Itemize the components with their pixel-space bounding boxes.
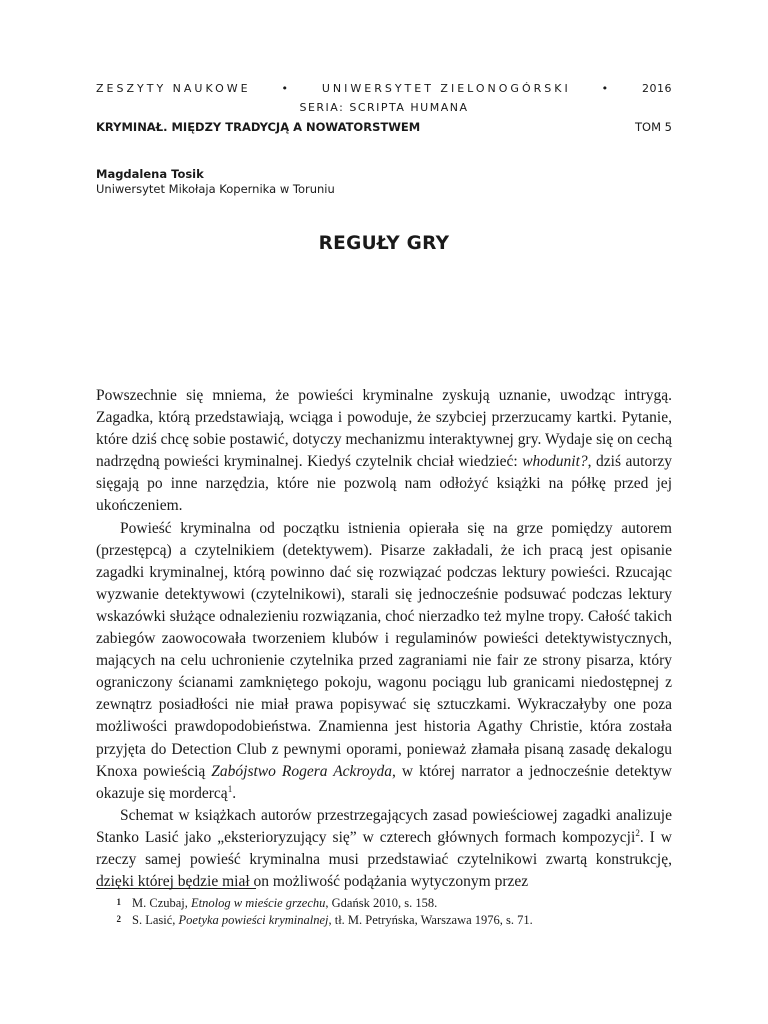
paragraph: Powszechnie się mniema, że powieści kryminalne zyskują uznanie, uwodząc intrygą. Zagadka, którą przedstawiają, wciąga i powoduje, że szybciej przerzucamy kartki. Pytanie, które dziś chcę sobie postawić, dotyczy mechanizmu interaktywnej gry. Wydaje się on cechą nadrzędną powieści kryminalnej. Kiedyś czytelnik chciał wiedzieć: whodunit?, dziś autorzy sięgają po inne narzędzia, które nie pozwolą nam odłożyć książki na półkę przed jej ukończeniem.: [96, 387, 672, 515]
header-bullet: •: [601, 82, 612, 95]
university-name: UNIWERSYTET ZIELONOGÓRSKI: [321, 82, 571, 95]
footnote-divider: [96, 888, 256, 889]
footnote: 2 S. Lasić, Poetyka powieści kryminalnej, tł. M. Petryńska, Warszawa 1976, s. 71.: [96, 912, 672, 929]
footnote-number: 1: [116, 897, 121, 907]
author-name: Magdalena Tosik: [96, 167, 204, 181]
author-block: [96, 167, 335, 197]
author-affiliation: Uniwersytet Mikołaja Kopernika w Toruniu: [96, 182, 335, 196]
footnote: 1 M. Czubaj, Etnolog w mieście grzechu, Gdańsk 2010, s. 158.: [96, 895, 672, 912]
series-name: SERIA: SCRIPTA HUMANA: [299, 101, 469, 114]
footnote-ref: 1: [227, 783, 233, 794]
publication-year: 2016: [641, 82, 672, 95]
running-header: [96, 82, 672, 95]
footnotes: [96, 895, 672, 929]
paragraph: Schemat w książkach autorów przestrzegających zasad powieściowej zagadki analizuje Stanko Lasić jako „eksterioryzujący się” w czterech głównych formach kompozycji$^2$. I w rzeczy samej powieść kryminalna musi przedstawiać czytelnikowi zwartą konstrukcję, dzięki której będzie miał on możliwość podążania wytyczonym przez: [96, 806, 673, 891]
header-bullet: •: [281, 82, 291, 95]
volume-line: [96, 120, 672, 134]
article-body: [96, 385, 672, 893]
series-line: [96, 101, 672, 114]
footnote-number: 2: [116, 914, 121, 924]
volume-number: TOM 5: [635, 120, 672, 134]
journal-name: ZESZYTY NAUKOWE: [96, 82, 251, 95]
article-title: REGUŁY GRY: [318, 233, 450, 254]
footnote-ref: 2: [635, 827, 640, 838]
volume-title: KRYMINAŁ. MIĘDZY TRADYCJĄ A NOWATORSTWEM: [96, 120, 421, 134]
paragraph: Powieść kryminalna od początku istnienia opierała się na grze pomiędzy autorem (przestępcą) a czytelnikiem (detektywem). Pisarze zakładali, że ich pracą jest opisanie zagadki kryminalnej, którą powinno dać się rozwiązać podczas lektury powieści. Rzucając wyzwanie detektywowi (czytelnikowi), starali się jednocześnie podsuwać podczas lektury wskazówki służące odnalezieniu rozwiązania, choć nierzadko też mylne tropy. Całość takich zabiegów zaowocowała tworzeniem klubów i regulaminów powieści detektywistycznych, mających na celu uchronienie czytelnika przed zagraniami nie fair ze strony pisarza, który ograniczony ścianami zamkniętego pokoju, wagonu pociągu lub granicami niedostępnej z zewnątrz posiadłości nie miał prawa popisywać się sztuczkami. Wykraczałyby one poza możliwości prawdopodobieństwa. Znamienna jest historia Agathy Christie, która została przyjęta do Detection Club z pewnymi oporami, ponieważ złamała pisaną zasadę dekalogu Knoxa powieścią Zabójstwo Rogera Ackroyda, w której narrator a jednocześnie detektyw okazuje się mordercą$^1$.: [96, 519, 672, 802]
